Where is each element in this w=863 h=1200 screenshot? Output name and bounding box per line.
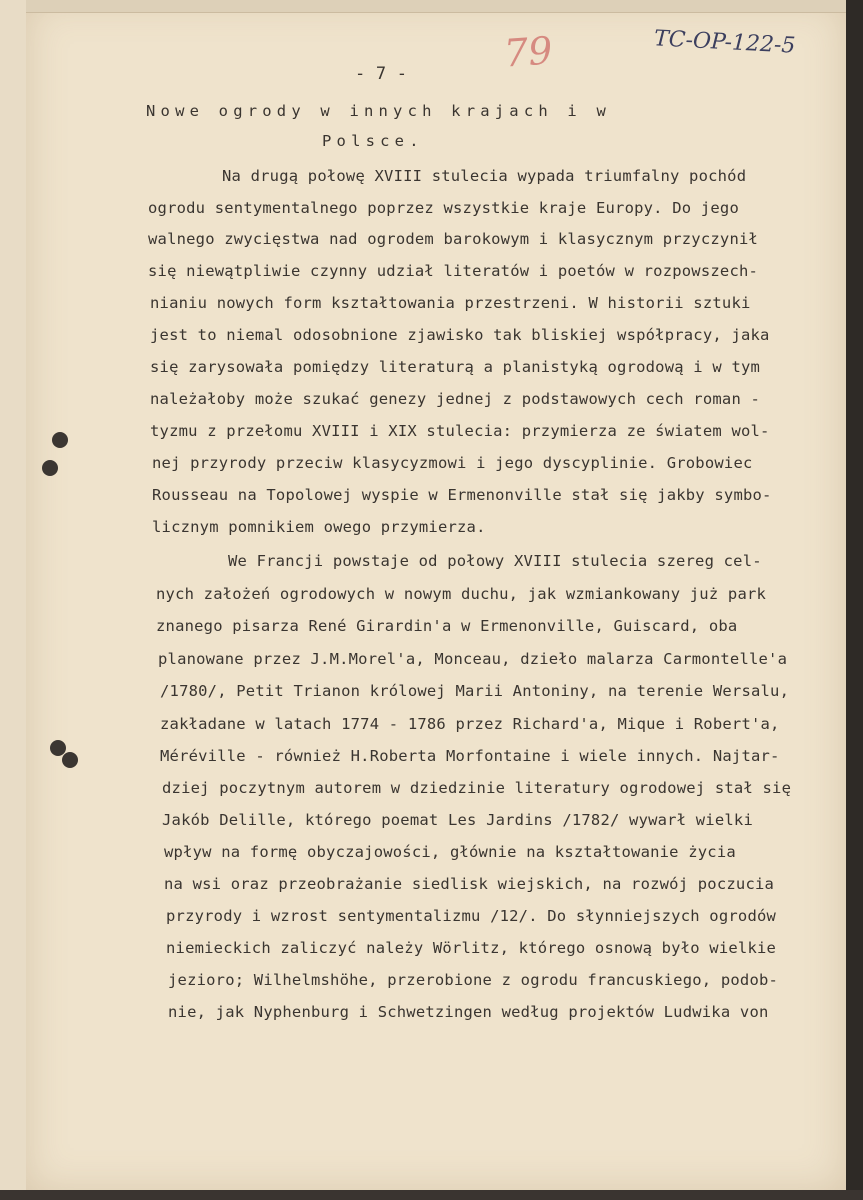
body-line: zakładane w latach 1774 - 1786 przez Richard'a, Mique i Robert'a, [160, 715, 780, 733]
body-line: tyzmu z przełomu XVIII i XIX stulecia: przymierza ze światem wol- [150, 422, 770, 440]
punch-hole [62, 752, 78, 768]
page-number: - 7 - [355, 64, 408, 84]
section-title-line-2: Polsce. [322, 132, 424, 150]
punch-hole [52, 432, 68, 448]
body-line: przyrody i wzrost sentymentalizmu /12/. Do słynniejszych ogrodów [166, 907, 777, 925]
section-title-line-1: Nowe ogrody w innych krajach i w [146, 102, 612, 120]
red-handwritten-mark: 79 [502, 28, 554, 76]
body-line: ogrodu sentymentalnego poprzez wszystkie kraje Europy. Do jego [148, 199, 739, 217]
body-line: nej przyrody przeciw klasycyzmowi i jego dyscyplinie. Grobowiec [152, 454, 753, 472]
body-line: jest to niemal odosobnione zjawisko tak bliskiej współpracy, jaka [150, 326, 770, 344]
body-line: należałoby może szukać genezy jednej z podstawowych cech roman - [150, 390, 761, 408]
body-line: walnego zwycięstwa nad ogrodem barokowym i klasycznym przyczynił [148, 230, 759, 248]
scan-dark-edge-right [846, 0, 863, 1200]
body-line: nych założeń ogrodowych w nowym duchu, jak wzmiankowany już park [156, 585, 767, 603]
body-line: znanego pisarza René Girardin'a w Ermenonville, Guiscard, oba [156, 617, 738, 635]
body-line: na wsi oraz przeobrażanie siedlisk wiejskich, na rozwój poczucia [164, 875, 775, 893]
body-line: Méréville - również H.Roberta Morfontaine i wiele innych. Najtar- [160, 747, 780, 765]
body-line: Na drugą połowę XVIII stulecia wypada triumfalny pochód [222, 167, 747, 185]
body-line: licznym pomnikiem owego przymierza. [152, 518, 486, 536]
body-line: dziej poczytnym autorem w dziedzinie literatury ogrodowej stał się [162, 779, 792, 797]
body-line: nie, jak Nyphenburg i Schwetzingen według projektów Ludwika von [168, 1003, 769, 1021]
archive-reference-handwritten: TC-OP-122-5 [653, 26, 796, 59]
body-line: Jakób Delille, którego poemat Les Jardins /1782/ wywarł wielki [162, 811, 753, 829]
page-left-margin-strip [0, 0, 27, 1192]
body-line: We Francji powstaje od połowy XVIII stulecia szereg cel- [228, 552, 762, 570]
page-top-edge [26, 0, 846, 13]
body-line: /1780/, Petit Trianon królowej Marii Antoniny, na terenie Wersalu, [160, 682, 790, 700]
body-line: się niewątpliwie czynny udział literatów i poetów w rozpowszech- [148, 262, 759, 280]
body-line: wpływ na formę obyczajowości, głównie na kształtowanie życia [164, 843, 736, 861]
body-line: niemieckich zaliczyć należy Wörlitz, którego osnową było wielkie [166, 939, 777, 957]
body-line: Rousseau na Topolowej wyspie w Ermenonville stał się jakby symbo- [152, 486, 772, 504]
body-line: planowane przez J.M.Morel'a, Monceau, dzieło malarza Carmontelle'a [158, 650, 788, 668]
body-line: nianiu nowych form kształtowania przestrzeni. W historii sztuki [150, 294, 751, 312]
body-line: jezioro; Wilhelmshöhe, przerobione z ogrodu francuskiego, podob- [168, 971, 779, 989]
body-line: się zarysowała pomiędzy literaturą a planistyką ogrodową i w tym [150, 358, 761, 376]
scan-dark-edge-bottom [0, 1190, 863, 1200]
punch-hole [42, 460, 58, 476]
